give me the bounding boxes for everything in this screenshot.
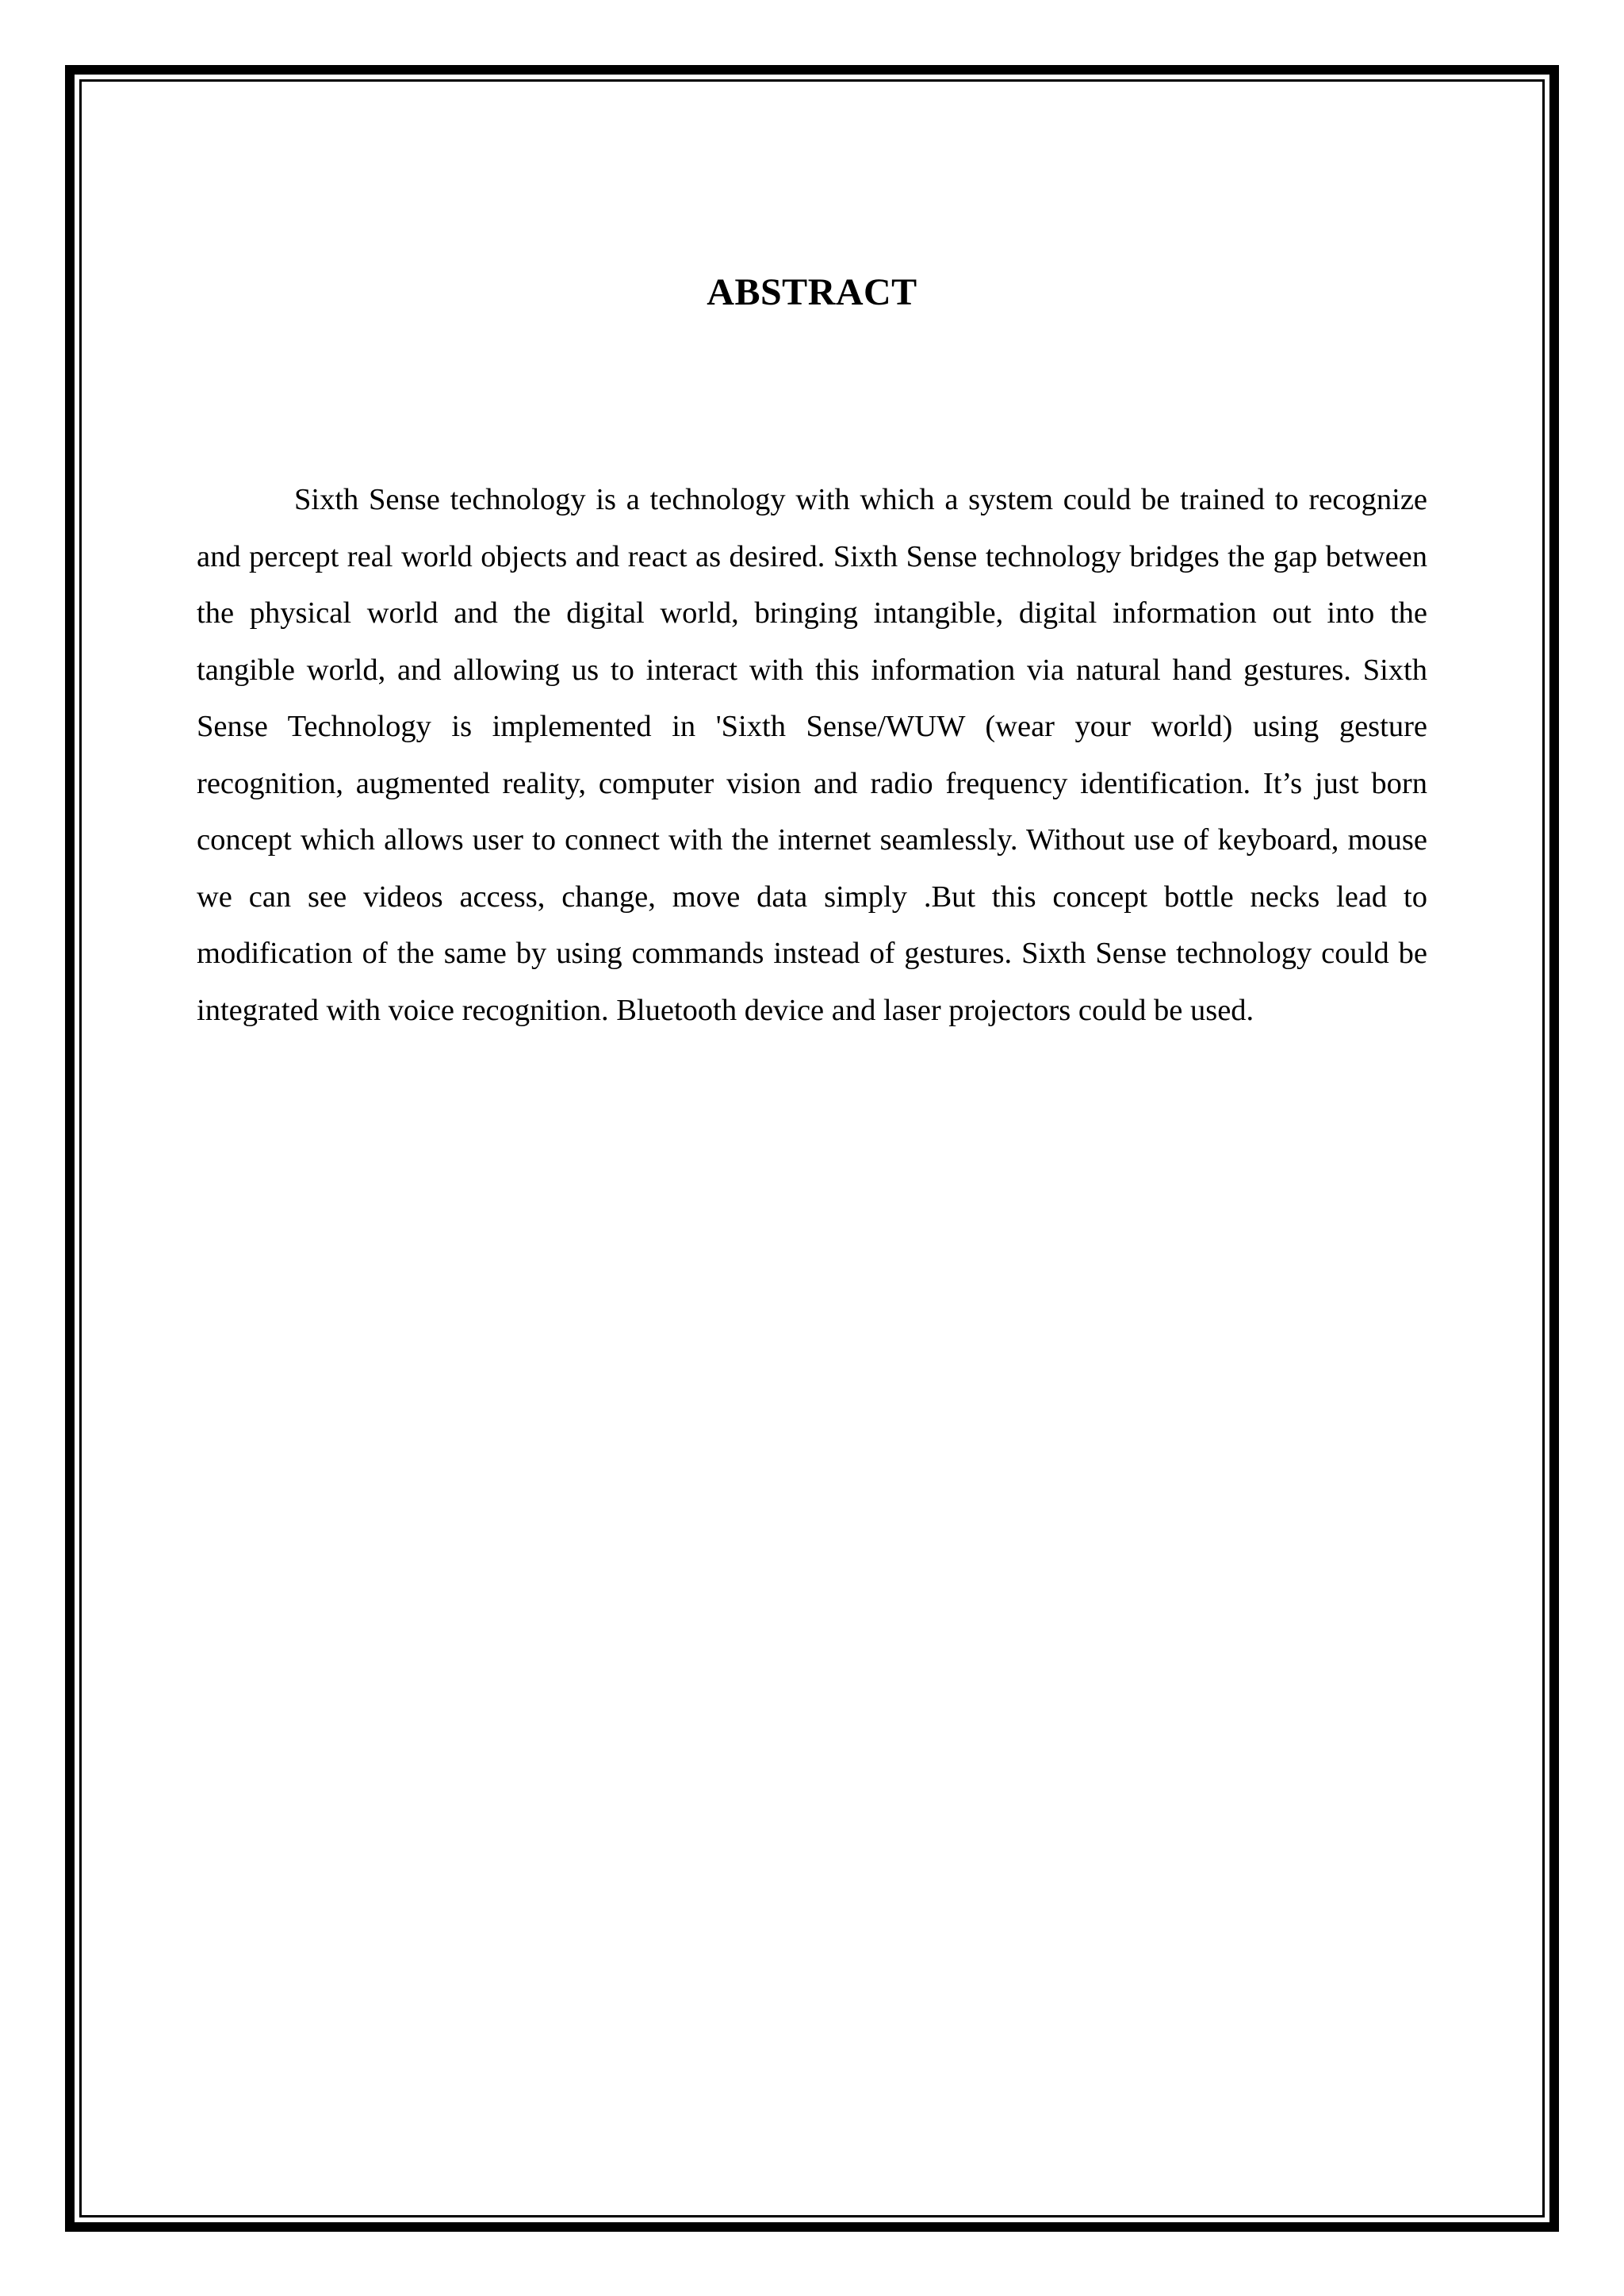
abstract-title: ABSTRACT: [707, 271, 917, 313]
page-border-inner: [79, 79, 1545, 2217]
abstract-paragraph: Sixth Sense technology is a technology with which a system could be trained to recognize and percept real world objects and react as desired. Sixth Sense technology bridges the gap between the physical world and the digital world, bringing intangible, digital information out into the tangible world, and allowing us to interact with this information via natural hand gestures. Sixth Sense Technology is implemented in 'Sixth Sense/WUW (wear your world) using gesture recognition, augmented reality, computer vision and radio frequency identification. It’s just born concept which allows user to connect with the internet seamlessly. Without use of keyboard, mouse we can see videos access, change, move data simply .But this concept bottle necks lead to modification of the same by using commands instead of gestures. Sixth Sense technology could be integrated with voice recognition. Bluetooth device and laser projectors could be used.: [197, 483, 1427, 1027]
